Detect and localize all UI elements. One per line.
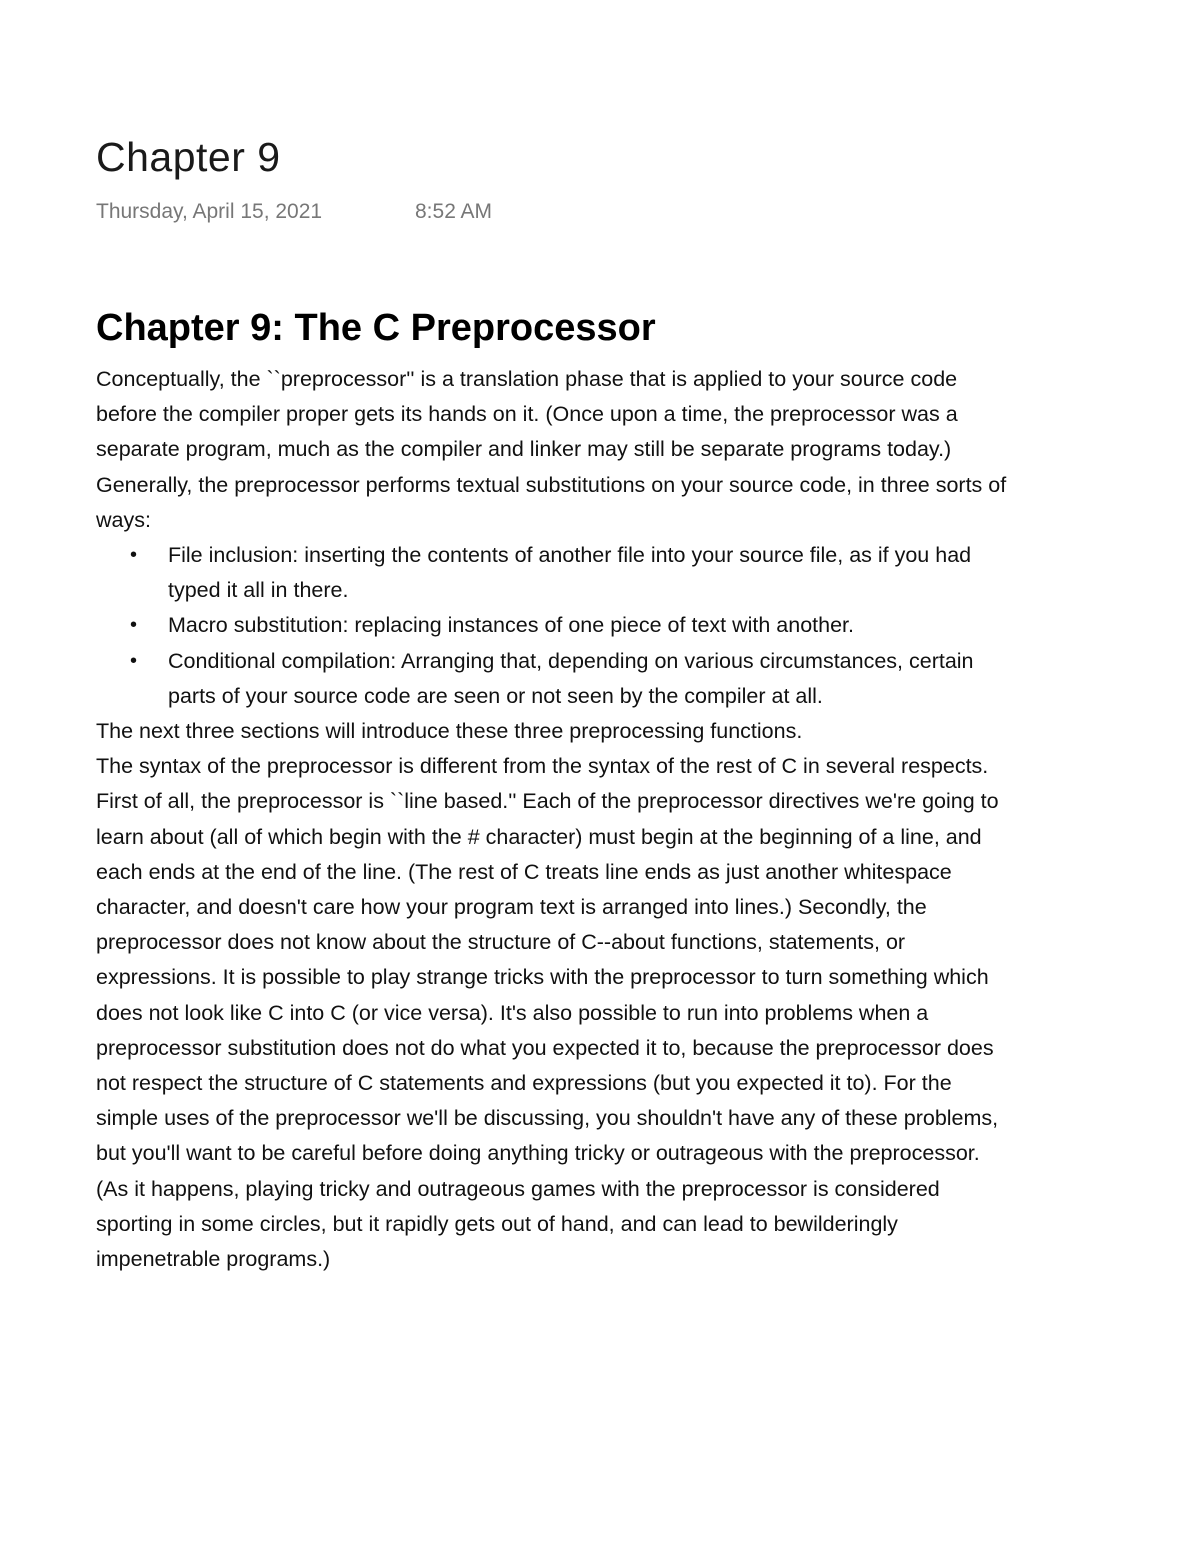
text-line: preprocessor substitution does not do what you expected it to, because the preprocessor does <box>96 1035 994 1060</box>
text-line: Generally, the preprocessor performs textual substitutions on your source code, in three sorts of <box>96 472 1007 497</box>
text-line: impenetrable programs.) <box>96 1247 331 1272</box>
note-date: Thursday, April 15, 2021 <box>96 200 323 223</box>
text-line: (As it happens, playing tricky and outrageous games with the preprocessor is considered <box>96 1176 940 1201</box>
text-line: not respect the structure of C statements and expressions (but you expected it to). For the <box>96 1071 952 1096</box>
text-line: sporting in some circles, but it rapidly gets out of hand, and can lead to bewilderingly <box>96 1211 898 1236</box>
bullet-text: typed it all in there. <box>168 578 349 603</box>
bullet-text: Conditional compilation: Arranging that, depending on various circumstances, certain <box>168 648 974 673</box>
bullet-dot-icon: • <box>130 614 138 637</box>
text-line: preprocessor does not know about the structure of C--about functions, statements, or <box>96 930 906 955</box>
text-line: expressions. It is possible to play strange tricks with the preprocessor to turn something which <box>96 965 989 990</box>
note-meta <box>96 200 493 224</box>
bullet-text: Macro substitution: replacing instances of one piece of text with another. <box>168 613 855 638</box>
bullet-item-file-inclusion <box>130 538 1200 608</box>
section-heading: Chapter 9: The C Preprocessor <box>96 307 656 349</box>
syntax-paragraph <box>96 749 1200 1277</box>
text-line: does not look like C into C (or vice versa). It's also possible to run into problems when a <box>96 1000 929 1025</box>
note-title[interactable]: Chapter 9 <box>96 134 281 180</box>
bullet-text: File inclusion: inserting the contents of another file into your source file, as if you had <box>168 543 972 568</box>
text-line: each ends at the end of the line. (The rest of C treats line ends as just another whitespace <box>96 859 952 884</box>
bullet-item-conditional-compilation <box>130 644 1200 714</box>
bullet-text: parts of your source code are seen or not seen by the compiler at all. <box>168 683 823 708</box>
text-line: simple uses of the preprocessor we'll be discussing, you shouldn't have any of these problems, <box>96 1106 999 1131</box>
text-line: separate program, much as the compiler and linker may still be separate programs today.) <box>96 437 952 462</box>
text-line: The syntax of the preprocessor is different from the syntax of the rest of C in several respects. <box>96 754 989 779</box>
next-sections-paragraph: The next three sections will introduce these three preprocessing functions. <box>96 719 803 744</box>
note-time: 8:52 AM <box>415 200 493 223</box>
text-line: learn about (all of which begin with the # character) must begin at the beginning of a line, and <box>96 824 982 849</box>
note-content[interactable] <box>96 304 1200 1277</box>
bullet-dot-icon: • <box>130 649 138 672</box>
text-line: character, and doesn't care how your program text is arranged into lines.) Secondly, the <box>96 895 927 920</box>
text-line: but you'll want to be careful before doing anything tricky or outrageous with the preprocessor. <box>96 1141 980 1166</box>
bullet-item-macro-substitution <box>130 608 1200 643</box>
intro-paragraph <box>96 362 1200 538</box>
bullet-list <box>96 538 1200 714</box>
bullet-dot-icon: • <box>130 544 138 567</box>
text-line: before the compiler proper gets its hands on it. (Once upon a time, the preprocessor was a <box>96 402 958 427</box>
text-line: First of all, the preprocessor is ``line based.'' Each of the preprocessor directives we're going to <box>96 789 999 814</box>
text-line: Conceptually, the ``preprocessor'' is a translation phase that is applied to your source code <box>96 367 958 391</box>
text-line: ways: <box>96 507 151 532</box>
